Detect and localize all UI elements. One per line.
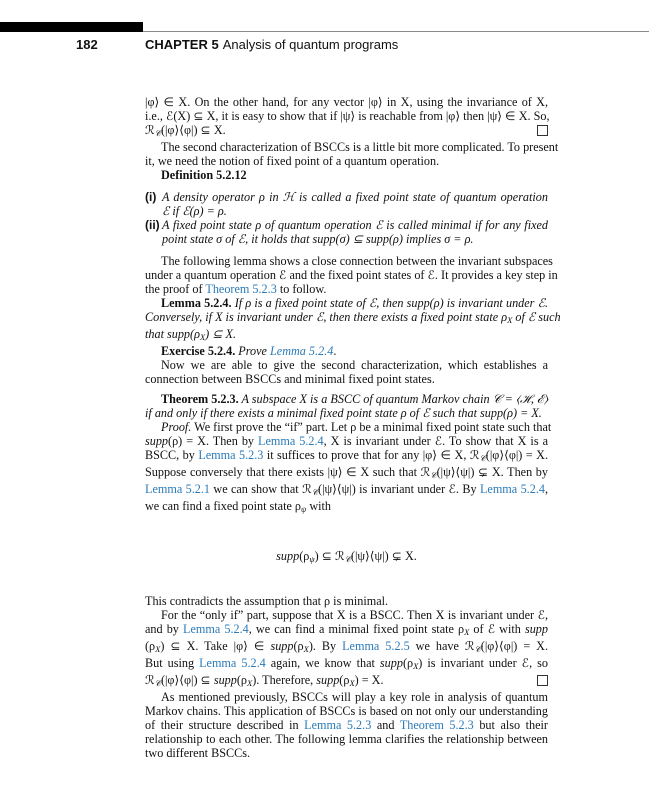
text-span: X <box>536 95 545 109</box>
line-content <box>145 746 250 760</box>
line-content <box>145 123 226 140</box>
text-span: of ℰ such <box>512 310 561 324</box>
line-content <box>145 327 236 341</box>
paragraph <box>145 594 548 608</box>
text-span: but also their <box>473 718 548 732</box>
line-content <box>145 718 548 732</box>
text-span: 𝒞 <box>344 554 351 564</box>
text-span: A fixed point state ρ of quantum operation ℰ is called minimal if for any fixed <box>162 218 548 232</box>
text-span: ) ⊆ X. Take |φ⟩ ∈ <box>160 639 271 653</box>
text-span: the proof of <box>145 282 206 296</box>
line-content <box>161 690 548 704</box>
text-span: X <box>197 434 206 448</box>
text-line <box>145 482 548 499</box>
line-content <box>145 434 548 448</box>
text-span: A subspace X is a BSCC of quantum Markov chain 𝒞 = ⟨ℋ, ℰ⟩ <box>238 392 548 406</box>
text-line <box>145 718 548 732</box>
paragraph <box>145 168 548 182</box>
text-span: to follow. <box>276 282 327 296</box>
line-content <box>162 232 473 246</box>
text-span: 𝒞 <box>474 644 481 654</box>
text-span: (|φ⟩⟨φ|) ⊆ <box>160 673 214 687</box>
line-content <box>161 254 553 268</box>
text-span: , we can find a minimal fixed point state ρ <box>248 622 465 636</box>
text-span: If ρ is a fixed point state of ℰ, then supp(ρ) is invariant under ℰ. <box>231 296 549 310</box>
text-span: . So, <box>527 109 550 123</box>
text-span: supp <box>276 549 300 563</box>
text-line <box>145 608 548 622</box>
text-line <box>145 406 548 420</box>
text-line <box>145 673 548 690</box>
text-span: Proof. <box>161 420 192 434</box>
line-content <box>145 406 542 420</box>
text-span: i.e., ℰ( <box>145 109 178 123</box>
text-line <box>145 168 548 182</box>
text-span: The second characterization of BSCCs is a little bit more complicated. To present <box>161 140 559 154</box>
line-content <box>145 448 548 462</box>
text-span: it suffices to prove that for any |φ⟩ ∈ X, ℛ <box>263 448 480 462</box>
text-span: connection between BSCCs and minimal fixed point states. <box>145 372 435 386</box>
paragraph <box>145 296 561 344</box>
cross-reference-link[interactable]: Lemma 5.2.3 <box>198 448 264 462</box>
text-line <box>162 232 548 246</box>
text-span: Conversely, if X is invariant under ℰ, then there exists a fixed point state ρ <box>145 310 508 324</box>
paragraph <box>145 95 548 140</box>
text-span: (ρ <box>145 639 156 653</box>
item-label: (i) <box>145 190 157 204</box>
text-line <box>145 704 548 718</box>
text-span: we can show that ℛ <box>210 482 312 496</box>
text-line <box>145 154 548 168</box>
text-span: that supp(ρ <box>145 327 200 341</box>
line-content <box>161 296 548 310</box>
text-span: X <box>413 661 419 671</box>
text-span: with <box>306 499 332 513</box>
definition-list <box>145 190 548 246</box>
text-line <box>145 465 548 482</box>
text-span: supp <box>524 622 548 636</box>
line-content <box>145 95 548 109</box>
text-line <box>145 95 548 109</box>
running-header <box>145 37 398 52</box>
text-span: X <box>213 123 223 137</box>
text-span: ) ⊆ <box>186 109 207 123</box>
text-line <box>145 656 548 673</box>
text-span: we can find a fixed point state ρ <box>145 499 302 513</box>
text-span: (|φ⟩⟨φ|) = X. <box>480 639 549 653</box>
text-span: . <box>222 123 226 137</box>
text-span: two different BSCCs. <box>145 746 251 760</box>
definition-item <box>145 190 548 218</box>
paragraph <box>145 420 552 516</box>
text-span: 𝒞 <box>479 453 486 463</box>
text-span: (|ψ⟩⟨ψ|) is invariant under ℰ. By <box>318 482 480 496</box>
line-content <box>145 673 384 690</box>
display-equation <box>145 549 548 566</box>
text-span: Markov chains. This application of BSCCs is based on not only our understanding <box>145 704 548 718</box>
text-line <box>162 218 548 232</box>
paragraph <box>145 690 548 760</box>
text-span: it, we need the notion of fixed point of a quantum operation. <box>145 154 440 168</box>
text-line <box>145 434 548 448</box>
text-span: , using the invariance of <box>409 95 537 109</box>
line-content <box>161 168 247 182</box>
text-span: (ρ <box>236 673 247 687</box>
text-span: X <box>349 678 355 688</box>
text-line <box>145 254 553 268</box>
line-content <box>145 732 548 746</box>
line-content <box>145 282 326 296</box>
text-span: supp <box>270 639 294 653</box>
text-span: ). By <box>308 639 343 653</box>
text-span: ψ <box>309 554 315 564</box>
cross-reference-link[interactable]: Lemma 5.2.5 <box>342 639 410 653</box>
text-span: , <box>544 95 548 109</box>
text-span: of their structure described in <box>145 718 305 732</box>
header-black-bar <box>0 22 143 32</box>
text-line <box>145 344 548 358</box>
text-line <box>145 296 548 310</box>
text-span: Exercise 5.2.4. <box>161 344 236 358</box>
line-content <box>145 109 550 123</box>
text-span: of ℰ with <box>469 622 525 636</box>
text-span: relationship to each other. The following lemma clarifies the relationship between <box>145 732 548 746</box>
text-line <box>162 204 548 218</box>
text-line <box>145 392 548 406</box>
text-span: For the “only if” part, suppose that X is a BSCC. Then X is invariant under ℰ, <box>161 608 548 622</box>
text-span: ℛ <box>145 123 155 137</box>
text-span: we have ℛ <box>409 639 475 653</box>
text-span: . <box>333 344 337 358</box>
text-span: , it is easy to show that if |ψ⟩ is reachable from |φ⟩ then |ψ⟩ ∈ <box>215 109 519 123</box>
paragraph <box>145 344 548 358</box>
line-content <box>161 392 548 406</box>
text-span: ψ <box>301 504 307 514</box>
text-span: X <box>464 627 470 637</box>
text-span: supp <box>213 673 237 687</box>
theorem-paragraph <box>145 392 548 420</box>
text-span: supp <box>316 673 340 687</box>
text-line <box>145 310 561 327</box>
cross-reference-link[interactable]: Lemma 5.2.4 <box>479 482 545 496</box>
text-span: (ρ <box>402 656 414 670</box>
text-span: (|ψ⟩⟨ψ|) ⊊ X. Then by <box>436 465 548 479</box>
text-span: A density operator ρ in ℋ is called a fixed point state of quantum operation <box>162 190 548 204</box>
cross-reference-link[interactable]: Lemma 5.2.1 <box>145 482 210 496</box>
cross-reference-link[interactable]: Theorem 5.2.3 <box>205 282 277 296</box>
text-span: X <box>199 332 206 342</box>
text-span: X <box>155 644 161 654</box>
qed-square-icon <box>537 675 548 686</box>
text-span: Suppose conversely that there exists |ψ⟩ ∈ X such that ℛ <box>145 465 431 479</box>
header-rule <box>143 31 649 32</box>
text-span: This contradicts the assumption that ρ is minimal. <box>145 594 389 608</box>
text-span: (ρ) = <box>168 434 198 448</box>
text-span: (ρ <box>339 673 350 687</box>
line-content <box>161 608 548 622</box>
text-line <box>145 109 548 123</box>
text-line <box>145 282 548 296</box>
text-span: ) is invariant under ℰ, so <box>418 656 548 670</box>
text-span: X <box>507 315 513 325</box>
text-span: . On the other hand, for any vector |φ⟩ in <box>187 95 401 109</box>
text-span: (|ψ⟩⟨ψ|) ⊊ X. <box>350 549 417 563</box>
chapter-label: CHAPTER 5 <box>145 37 219 52</box>
text-span: Now we are able to give the second characterization, which establishes a <box>161 358 548 372</box>
text-span: ) ⊆ ℛ <box>314 549 345 563</box>
text-line <box>145 327 548 344</box>
line-content <box>161 344 336 358</box>
line-content <box>145 372 435 386</box>
text-line <box>145 358 548 372</box>
text-span: , <box>544 482 549 496</box>
paragraph <box>145 608 548 690</box>
text-line <box>145 420 552 434</box>
line-content <box>145 268 558 282</box>
cross-reference-link[interactable]: Theorem 5.2.3 <box>399 718 474 732</box>
text-line <box>145 690 548 704</box>
text-span: X <box>247 678 253 688</box>
text-span: (ρ <box>299 549 310 563</box>
qed-square-icon <box>537 125 548 136</box>
item-label: (ii) <box>145 218 160 232</box>
page-body <box>145 95 561 760</box>
definition-item <box>145 218 548 246</box>
text-span: supp <box>145 434 169 448</box>
line-content <box>145 310 561 324</box>
text-span: Theorem 5.2.3. <box>161 392 239 406</box>
text-span: X <box>400 95 410 109</box>
text-line <box>145 594 548 608</box>
text-line <box>145 140 559 154</box>
line-content <box>145 465 548 479</box>
line-content <box>161 140 558 154</box>
text-line <box>145 549 548 566</box>
text-line <box>145 268 558 282</box>
line-content <box>145 594 388 608</box>
paragraph <box>145 254 558 296</box>
text-span: The following lemma shows a close connection between the invariant subspaces <box>161 254 553 268</box>
text-span: |φ⟩ ∈ <box>145 95 179 109</box>
line-content <box>162 204 227 218</box>
text-span: supp <box>379 656 403 670</box>
text-span: under a quantum operation ℰ and the fixed point states of ℰ. It provides a key step in <box>145 268 558 282</box>
text-span: Definition 5.2.12 <box>161 168 247 182</box>
text-line <box>145 448 548 465</box>
line-content <box>145 499 331 513</box>
text-span: ) = X. <box>354 673 384 687</box>
page-number: 182 <box>76 37 98 52</box>
cross-reference-link[interactable]: Lemma 5.2.4 <box>270 344 334 358</box>
text-span: again, we know that <box>265 656 380 670</box>
text-line <box>145 499 548 516</box>
text-span: and by <box>145 622 184 636</box>
chapter-title: Analysis of quantum programs <box>222 37 399 52</box>
paragraph <box>145 140 559 168</box>
text-span: (|φ⟩⟨φ|) ⊆ <box>160 123 214 137</box>
text-span: . Then by <box>205 434 259 448</box>
text-span: X <box>177 109 187 123</box>
text-span: Prove <box>235 344 270 358</box>
text-line <box>145 372 548 386</box>
line-content <box>145 482 548 496</box>
text-line <box>145 622 548 639</box>
text-span: 𝒞 <box>430 470 437 480</box>
line-content <box>145 154 439 168</box>
text-span: 𝒞 <box>154 128 161 138</box>
text-span: 𝒞 <box>154 678 161 688</box>
text-line <box>145 732 548 746</box>
text-line <box>145 123 548 140</box>
text-line <box>145 639 548 656</box>
line-content <box>161 420 551 434</box>
text-span: X <box>518 109 528 123</box>
cross-reference-link[interactable]: Lemma 5.2.4 <box>199 656 266 670</box>
cross-reference-link[interactable]: Lemma 5.2.3 <box>304 718 372 732</box>
text-span: if and only if there exists a minimal fixed point state ρ of ℰ such that supp(ρ) = X. <box>145 406 542 420</box>
text-span: point state σ of ℰ, it holds that supp(σ) ⊆ supp(ρ) implies σ = ρ. <box>162 232 474 246</box>
line-content <box>276 549 417 563</box>
text-line <box>162 190 548 204</box>
text-span: ℰ if ℰ(ρ) = ρ. <box>162 204 227 218</box>
text-span: Lemma 5.2.4. <box>161 296 232 310</box>
text-span: But using <box>145 656 200 670</box>
text-span: and <box>371 718 400 732</box>
text-span: ). Therefore, <box>252 673 317 687</box>
text-span: , X is invariant under ℰ. To show that X is a <box>323 434 548 448</box>
text-line <box>145 746 548 760</box>
line-content <box>145 639 548 653</box>
text-span: BSCC, by <box>145 448 199 462</box>
text-span: X <box>178 95 188 109</box>
paragraph <box>145 358 548 386</box>
line-content <box>145 622 548 636</box>
text-span: (|φ⟩⟨φ|) = X. <box>485 448 548 462</box>
text-span: (ρ <box>293 639 304 653</box>
cross-reference-link[interactable]: Lemma 5.2.4 <box>258 434 324 448</box>
text-span: X <box>303 644 309 654</box>
cross-reference-link[interactable]: Lemma 5.2.4 <box>183 622 249 636</box>
line-content <box>162 218 548 232</box>
text-span: 𝒞 <box>311 487 319 497</box>
text-span: ℛ <box>145 673 155 687</box>
text-span: ) ⊆ X. <box>205 327 237 341</box>
line-content <box>145 656 548 670</box>
text-span: We first prove the “if” part. Let ρ be a minimal fixed point state such that <box>191 420 552 434</box>
text-span: X <box>206 109 216 123</box>
line-content <box>162 190 548 204</box>
line-content <box>145 704 548 718</box>
line-content <box>161 358 548 372</box>
text-span: As mentioned previously, BSCCs will play a key role in analysis of quantum <box>161 690 548 704</box>
